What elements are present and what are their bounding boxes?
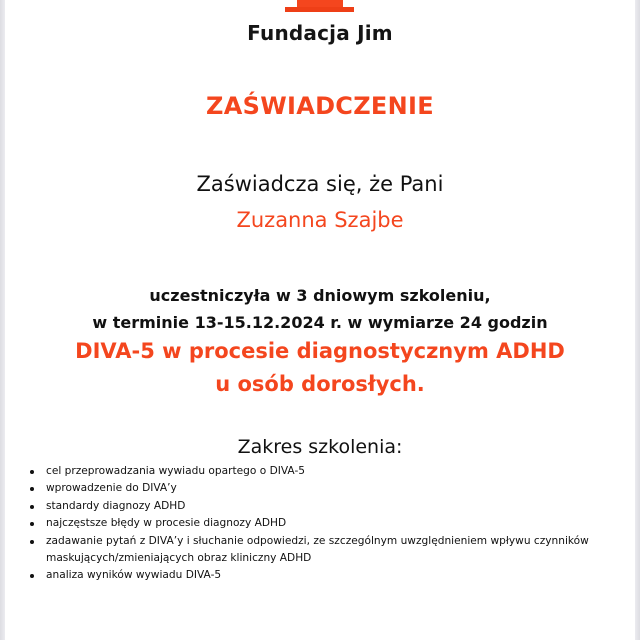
recipient-name: Zuzanna Szajbe	[236, 208, 404, 232]
participation-line: uczestniczyła w 3 dniowym szkoleniu,	[149, 286, 491, 305]
scope-item: zadawanie pytań z DIVA’y i słuchanie odpowiedzi, ze szczególnym uwzględnieniem wpływu czynników maskujących/zmieniających obraz kliniczny ADHD	[46, 533, 640, 568]
course-title-line: DIVA-5 w procesie diagnostycznym ADHD	[75, 339, 565, 363]
course-title-line: u osób dorosłych.	[215, 372, 425, 396]
scope-item: standardy diagnozy ADHD	[46, 498, 640, 515]
course-title	[0, 335, 640, 401]
scope-item: cel przeprowadzania wywiadu opartego o DIVA-5	[46, 463, 640, 480]
participation-text	[0, 282, 640, 336]
org-name: Fundacja Jim	[247, 21, 393, 45]
scope-list	[20, 463, 640, 585]
scope-item: wprowadzenie do DIVA’y	[46, 480, 640, 497]
participation-line: w terminie 13-15.12.2024 r. w wymiarze 24 godzin	[92, 313, 548, 332]
certify-line: Zaświadcza się, że Pani	[196, 172, 444, 196]
scope-item: analiza wyników wywiadu DIVA-5	[46, 567, 640, 584]
certificate-title: ZAŚWIADCZENIE	[206, 92, 434, 120]
logo-base-block	[285, 7, 354, 12]
scope-item: najczęstsze błędy w procesie diagnozy ADHD	[46, 515, 640, 532]
scope-title: Zakres szkolenia:	[237, 436, 403, 458]
